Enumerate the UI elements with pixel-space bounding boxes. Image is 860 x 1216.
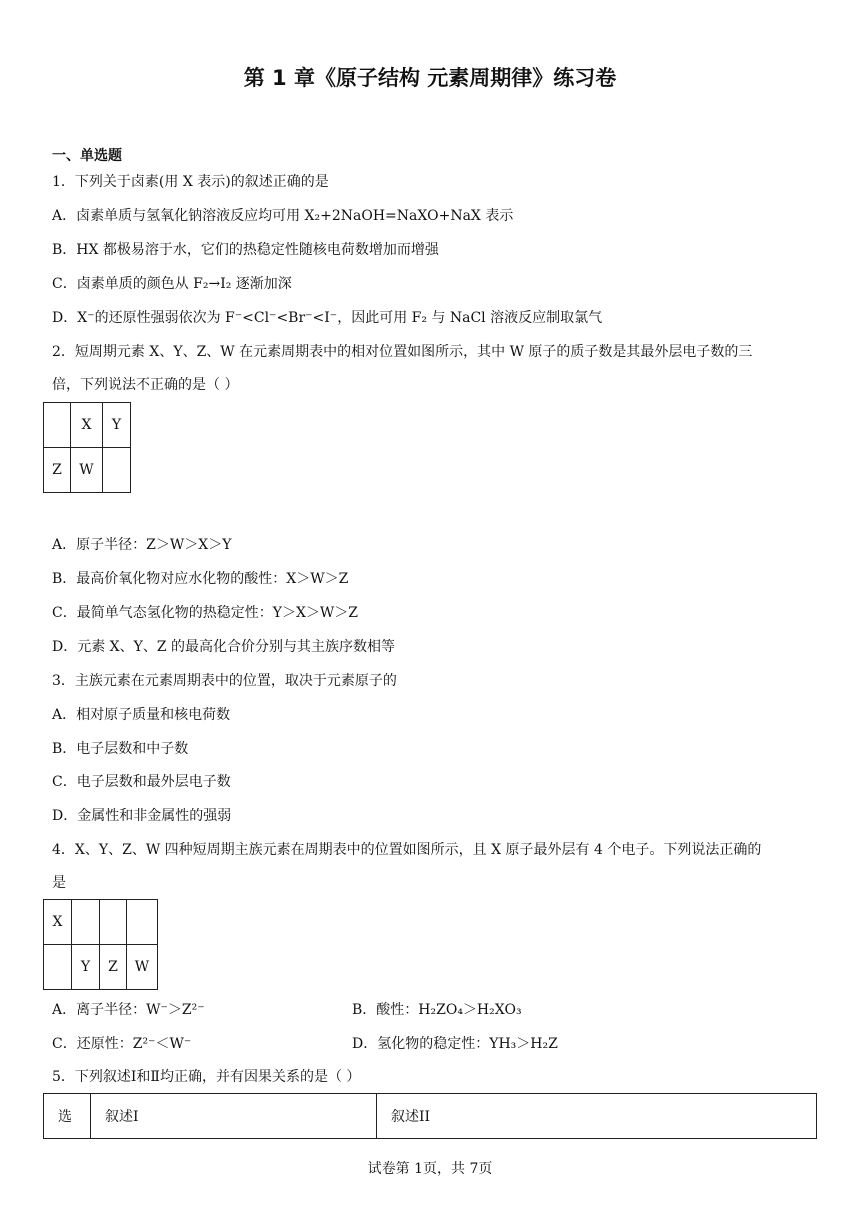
q3-option-c: C．电子层数和最外层电子数 bbox=[52, 774, 231, 790]
q5-header-cell: 叙述II bbox=[377, 1094, 817, 1139]
q2-cell: Z bbox=[44, 448, 71, 493]
q2-cell bbox=[44, 403, 71, 448]
page-title: 第 1 章《原子结构 元素周期律》练习卷 bbox=[243, 66, 617, 90]
q4-periodic-table bbox=[43, 899, 158, 990]
q4-cell: W bbox=[127, 945, 158, 990]
q2-option-d: D．元素 X、Y、Z 的最高化合价分别与其主族序数相等 bbox=[52, 639, 396, 655]
q2-stem-line2: 倍，下列说法不正确的是（ ） bbox=[52, 377, 239, 393]
q4-cell bbox=[100, 900, 127, 945]
q4-option-b: B．酸性：H₂ZO₄＞H₂XO₃ bbox=[352, 1002, 522, 1018]
q3-option-d: D．金属性和非金属性的强弱 bbox=[52, 808, 232, 824]
page-footer: 试卷第 1页，共 7页 bbox=[367, 1161, 493, 1177]
q2-option-c: C．最简单气态氢化物的热稳定性：Y＞X＞W＞Z bbox=[52, 605, 359, 621]
q2-periodic-table bbox=[43, 402, 131, 493]
q2-cell: Y bbox=[103, 403, 131, 448]
q2-cell bbox=[103, 448, 131, 493]
q1-option-b: B．HX 都极易溶于水，它们的热稳定性随核电荷数增加而增强 bbox=[52, 242, 439, 258]
q4-stem-line2: 是 bbox=[52, 875, 66, 891]
q4-cell: Z bbox=[100, 945, 127, 990]
q2-option-b: B．最高价氧化物对应水化物的酸性：X＞W＞Z bbox=[52, 571, 349, 587]
q4-cell bbox=[44, 945, 72, 990]
q4-stem-line1: 4．X、Y、Z、W 四种短周期主族元素在周期表中的位置如图所示，且 X 原子最外层有 4 个电子。下列说法正确的 bbox=[52, 842, 762, 858]
section-heading: 一、单选题 bbox=[52, 148, 122, 164]
q2-cell: X bbox=[71, 403, 103, 448]
q4-option-a: A．离子半径：W⁻＞Z²⁻ bbox=[52, 1002, 205, 1018]
q4-cell bbox=[72, 900, 100, 945]
q4-cell: X bbox=[44, 900, 72, 945]
q2-option-a: A．原子半径：Z＞W＞X＞Y bbox=[52, 537, 232, 553]
q4-option-d: D．氢化物的稳定性：YH₃＞H₂Z bbox=[352, 1036, 558, 1052]
q1-stem: 1．下列关于卤素(用 X 表示)的叙述正确的是 bbox=[52, 174, 329, 190]
q3-stem: 3．主族元素在元素周期表中的位置，取决于元素原子的 bbox=[52, 673, 397, 689]
q4-cell: Y bbox=[72, 945, 100, 990]
q5-stem: 5．下列叙述Ⅰ和Ⅱ均正确，并有因果关系的是（ ） bbox=[52, 1069, 361, 1085]
q1-option-a: A．卤素单质与氢氧化钠溶液反应均可用 X₂+2NaOH=NaXO+NaX 表示 bbox=[52, 208, 514, 224]
q1-option-d: D．X⁻的还原性强弱依次为 F⁻<Cl⁻<Br⁻<I⁻，因此可用 F₂ 与 NaCl 溶液反应制取氯气 bbox=[52, 310, 603, 326]
q2-cell: W bbox=[71, 448, 103, 493]
q1-option-c: C．卤素单质的颜色从 F₂→I₂ 逐渐加深 bbox=[52, 276, 292, 292]
q5-header-cell: 叙述I bbox=[91, 1094, 377, 1139]
q3-option-a: A．相对原子质量和核电荷数 bbox=[52, 707, 231, 723]
q5-header-cell: 选 bbox=[44, 1094, 91, 1139]
q3-option-b: B．电子层数和中子数 bbox=[52, 741, 189, 757]
q4-option-c: C．还原性：Z²⁻＜W⁻ bbox=[52, 1036, 192, 1052]
q5-table bbox=[43, 1093, 817, 1139]
q4-cell bbox=[127, 900, 158, 945]
q2-stem-line1: 2．短周期元素 X、Y、Z、W 在元素周期表中的相对位置如图所示，其中 W 原子的质子数是其最外层电子数的三 bbox=[52, 344, 753, 360]
